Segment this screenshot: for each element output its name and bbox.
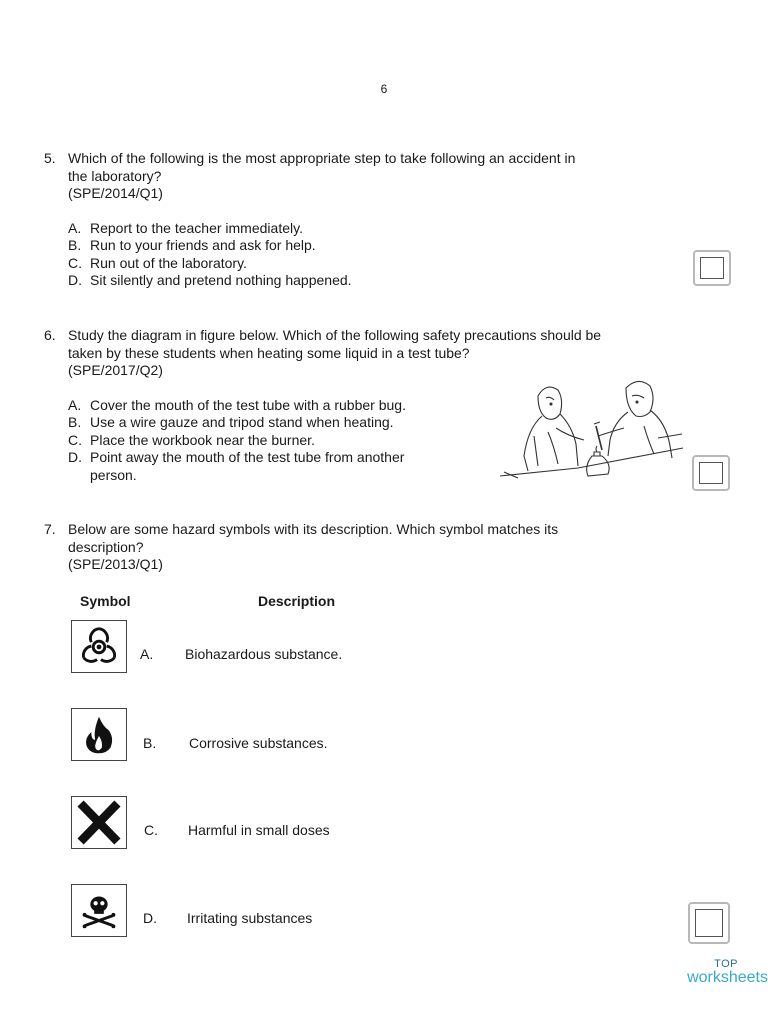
- row-description: Irritating substances: [187, 910, 313, 926]
- row-letter: D.: [143, 910, 157, 926]
- question-text: Study the diagram in figure below. Which of the following safety precautions should be: [68, 327, 602, 343]
- brand-top: TOP: [714, 958, 738, 970]
- question-reference: (SPE/2017/Q2): [68, 362, 163, 378]
- question-number: 7.: [44, 521, 56, 537]
- option-d-continuation: person.: [90, 466, 137, 483]
- option-b: B. Use a wire gauze and tripod stand when heating.: [68, 414, 394, 430]
- description-column-header: Description: [258, 593, 336, 609]
- question-text: description?: [68, 538, 144, 555]
- row-letter: C.: [144, 822, 158, 838]
- question-text: Below are some hazard symbols with its description. Which symbol matches its: [68, 521, 559, 537]
- question-number: 5.: [44, 150, 56, 166]
- lab-illustration: [498, 376, 688, 488]
- x-cross-icon: [71, 796, 127, 849]
- option-a: A. Cover the mouth of the test tube with a rubber bug.: [68, 396, 406, 413]
- biohazard-icon: [71, 620, 127, 673]
- option-d: D. Sit silently and pretend nothing happened.: [68, 272, 352, 288]
- row-letter: A.: [140, 646, 154, 662]
- skull-crossbones-icon: [71, 884, 127, 937]
- answer-box-q7[interactable]: [688, 902, 730, 944]
- option-c: C. Place the workbook near the burner.: [68, 431, 315, 448]
- row-letter: B.: [143, 735, 157, 751]
- page-number: 6: [380, 82, 388, 96]
- option-c: C. Run out of the laboratory.: [68, 254, 247, 271]
- row-description: Harmful in small doses: [188, 822, 330, 838]
- question-5: [44, 150, 744, 300]
- brand-name: worksheets: [687, 969, 768, 986]
- question-text: taken by these students when heating some liquid in a test tube?: [68, 344, 470, 361]
- row-description: Corrosive substances.: [189, 735, 328, 751]
- flame-icon: [71, 708, 127, 761]
- answer-box-q6[interactable]: [692, 455, 730, 491]
- option-d: D. Point away the mouth of the test tube from another: [68, 449, 405, 465]
- symbol-column-header: Symbol: [80, 593, 131, 609]
- question-reference: (SPE/2013/Q1): [68, 556, 163, 572]
- question-text: the laboratory?: [68, 167, 162, 184]
- question-text: Which of the following is the most appropriate step to take following an accident in: [68, 150, 576, 166]
- option-b: B. Run to your friends and ask for help.: [68, 237, 316, 253]
- question-number: 6.: [44, 327, 56, 343]
- brand-logo: [687, 958, 768, 984]
- row-description: Biohazardous substance.: [185, 646, 343, 662]
- answer-box-q5[interactable]: [693, 250, 731, 286]
- question-reference: (SPE/2014/Q1): [68, 185, 163, 201]
- question-7: [44, 521, 744, 581]
- option-a: A. Report to the teacher immediately.: [68, 219, 303, 236]
